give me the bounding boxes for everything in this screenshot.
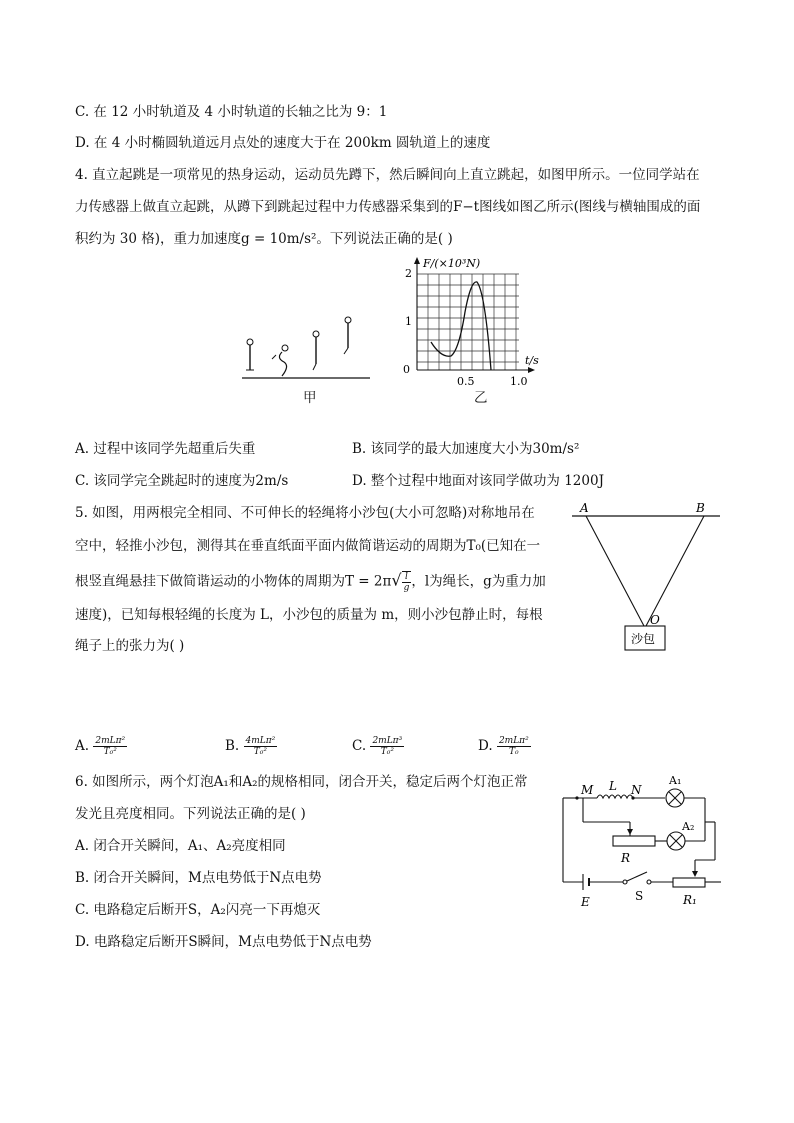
q5-stem-line3-a: 根竖直绳悬挂下做简谐运动的小物体的周期为T = 2π bbox=[75, 573, 392, 590]
q6-option-b: B. 闭合开关瞬间，M点电势低于N点电势 bbox=[75, 870, 322, 886]
q5-option-a bbox=[75, 736, 127, 757]
q5-option-d bbox=[478, 736, 531, 757]
q6-option-a: A. 闭合开关瞬间，A₁、A₂亮度相同 bbox=[75, 838, 286, 854]
q4-stem-line2: 力传感器上做直立起跳，从蹲下到跳起过程中力传感器采集到的F−t图线如图乙所示(图线与横轴围成的面 bbox=[75, 199, 701, 215]
graph-x-axis-label: t/s bbox=[525, 354, 539, 367]
figure-sandbag-pendulum bbox=[568, 498, 728, 658]
q5-stem-line2: 空中，轻推小沙包，测得其在垂直纸面平面内做简谐运动的周期为T₀(已知在一 bbox=[75, 538, 541, 554]
q5-stem-line5: 绳子上的张力为( ) bbox=[75, 638, 185, 654]
figure-graph-caption: 乙 bbox=[474, 390, 488, 406]
figure-jump-sequence bbox=[238, 310, 373, 382]
graph-xtick-05: 0.5 bbox=[457, 375, 475, 388]
graph-grid bbox=[417, 274, 519, 370]
figure-force-time-graph bbox=[395, 252, 555, 392]
label-e: E bbox=[581, 895, 590, 909]
inductor-coil bbox=[597, 795, 633, 798]
resistor-r bbox=[613, 836, 655, 846]
label-r: R bbox=[621, 851, 631, 865]
q5-option-c-prefix: C. bbox=[352, 738, 367, 754]
figure-circuit bbox=[555, 770, 730, 915]
q6-stem-line1: 6. 如图所示，两个灯泡A₁和A₂的规格相同，闭合开关，稳定后两个灯泡正常 bbox=[75, 774, 528, 790]
label-s: S bbox=[635, 889, 644, 903]
graph-y-axis-label: F/(×10³N) bbox=[423, 257, 481, 270]
q5-option-a-fraction: $\frac{\text{2mLπ²}}{\text{T₀²}}$ bbox=[95, 736, 126, 757]
label-n: N bbox=[631, 783, 642, 797]
graph-ytick-1: 1 bbox=[405, 315, 412, 328]
q5-option-c-fraction: $\frac{\text{2mLπ³}}{\text{T₀²}}$ bbox=[372, 736, 403, 757]
switch-lever bbox=[627, 872, 647, 881]
q5-stem-line3-b: ，l为绳长，g为重力加 bbox=[411, 573, 546, 590]
q5-stem-line4: 速度)，已知每根轻绳的长度为 L，小沙包的质量为 m，则小沙包静止时，每根 bbox=[75, 607, 543, 623]
graph-xtick-10: 1.0 bbox=[510, 375, 528, 388]
q4-option-d: D. 整个过程中地面对该同学做功为 1200J bbox=[352, 473, 604, 489]
label-m: M bbox=[581, 783, 594, 797]
label-r1: R₁ bbox=[683, 893, 697, 907]
label-point-a: A bbox=[580, 501, 589, 515]
sandbag-label: 沙包 bbox=[631, 632, 656, 646]
q5-option-b-fraction: $\frac{\text{4mLπ²}}{\text{T₀²}}$ bbox=[245, 736, 276, 757]
label-point-o: O bbox=[650, 613, 660, 627]
q5-option-c bbox=[352, 736, 404, 757]
q4-stem-line1: 4. 直立起跳是一项常见的热身运动，运动员先蹲下，然后瞬间向上直立跳起，如图甲所示。一位同学站在 bbox=[75, 167, 700, 183]
q5-stem-line3 bbox=[75, 571, 546, 593]
q5-option-b bbox=[225, 736, 277, 757]
label-a1: A₁ bbox=[669, 774, 682, 787]
q5-stem-line1: 5. 如图，用两根完全相同、不可伸长的轻绳将小沙包(大小可忽略)对称地吊在 bbox=[75, 505, 535, 521]
label-a2: A₂ bbox=[682, 820, 695, 833]
label-l: L bbox=[609, 779, 617, 793]
sqrt-fraction: $\frac{l}{g}$ bbox=[403, 572, 410, 593]
q4-stem-line3: 积约为 30 格)，重力加速度g = 10m/s²。下列说法正确的是( ) bbox=[75, 231, 453, 247]
q3-option-d: D. 在 4 小时椭圆轨道远月点处的速度大于在 200km 圆轨道上的速度 bbox=[75, 135, 491, 151]
label-point-b: B bbox=[696, 501, 705, 515]
q6-stem-line2: 发光且亮度相同。下列说法正确的是( ) bbox=[75, 806, 306, 822]
q5-option-b-prefix: B. bbox=[225, 738, 240, 754]
q4-option-c: C. 该同学完全跳起时的速度为2m/s bbox=[75, 473, 289, 489]
sqrt-symbol: √ bbox=[391, 570, 402, 590]
q5-option-d-fraction: $\frac{\text{2mLπ²}}{\text{T₀}}$ bbox=[498, 736, 529, 757]
q6-option-c: C. 电路稳定后断开S，A₂闪亮一下再熄灭 bbox=[75, 902, 321, 918]
q3-option-c: C. 在 12 小时轨道及 4 小时轨道的长轴之比为 9：1 bbox=[75, 104, 388, 120]
q5-option-a-prefix: A. bbox=[75, 738, 90, 754]
figure-jump-caption: 甲 bbox=[303, 390, 317, 406]
q5-option-d-prefix: D. bbox=[478, 738, 493, 754]
q6-option-d: D. 电路稳定后断开S瞬间，M点电势低于N点电势 bbox=[75, 934, 372, 950]
graph-ytick-0: 0 bbox=[403, 363, 410, 376]
q4-option-b: B. 该同学的最大加速度大小为30m/s² bbox=[352, 441, 580, 457]
q4-option-a: A. 过程中该同学先超重后失重 bbox=[75, 441, 256, 457]
rheostat-r1 bbox=[673, 878, 705, 887]
graph-ytick-2: 2 bbox=[405, 267, 412, 280]
